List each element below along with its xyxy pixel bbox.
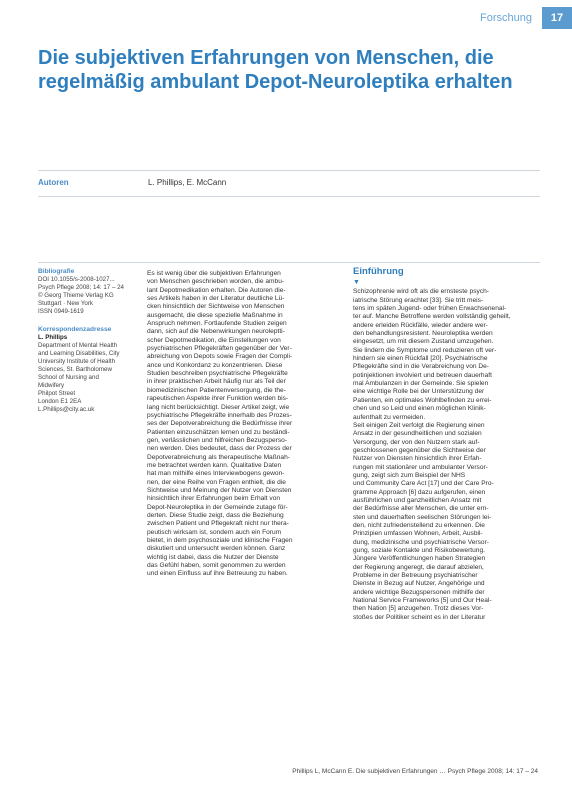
- abstract-line: das Gefühl haben, somit genommen zu werden: [147, 562, 286, 570]
- abstract-line: dann, sich auf die Nebenwirkungen neuroleptti-: [147, 328, 285, 336]
- correspondence-block: [38, 326, 134, 414]
- abstract-line: ses Artikels haben in der Literatur deutliche Lü-: [147, 295, 285, 303]
- abstract-line: ses der Depotverabreichung die Bedürfnisse ihrer: [147, 420, 293, 428]
- abstract-line: Sichtweise und Meinung der Nutzer von Diensten: [147, 486, 292, 494]
- page-footer: Phillips L, McCann E. Die subjektiven Erfahrungen … Psych Pflege 2008; 14: 17 – 24: [292, 768, 538, 775]
- introduction-line: iatrische Störung erachtet [33]. Sie tritt meis-: [353, 296, 484, 304]
- introduction-line: eine wichtige Rolle bei der Unterstützung der: [353, 388, 485, 396]
- abstract-line: ance und Konkordanz zu konzentrieren. Diese: [147, 361, 283, 369]
- abstract-line: von Menschen geschrieben worden, die ambu-: [147, 278, 285, 286]
- abstract-line: Studien beschreiben psychiatrische Pflegekräfte: [147, 370, 288, 378]
- introduction-line: stoßes der Politiker scheint es in der Literatur: [353, 613, 486, 621]
- introduction-line: sten und dauerhaften seelischen Störungen lei-: [353, 513, 492, 521]
- introduction-line: andere wichtige Bezugspersonen mithilfe der: [353, 588, 485, 596]
- abstract-line: hinsichtlich ihrer Erfahrungen beim Erhalt von: [147, 495, 281, 503]
- correspondence-name: L. Phillips: [38, 334, 68, 341]
- abstract-line: rapeutischen Aspekte ihrer Funktion werden bis-: [147, 395, 289, 403]
- abstract-line: lant Depotmedikation erhalten. Die Autoren die-: [147, 286, 286, 294]
- abstract-line: derten. Diese Studie zeigt, dass die Beziehung: [147, 511, 284, 519]
- abstract-line: Anspruch nehmen. Fortlaufende Studien zeigen: [147, 320, 287, 328]
- authors-label: Autoren: [38, 178, 69, 187]
- introduction-line: dung, medizinische und psychiatrische Versor-: [353, 538, 489, 546]
- divider-body: [38, 262, 540, 263]
- introduction-line: Schizophrenie wird oft als die ernsteste psych-: [353, 288, 489, 296]
- introduction-line: Versorgung, der von den Nutzern stark auf-: [353, 438, 480, 446]
- abstract-line: cken hinsichtlich der Sichtweise von Menschen: [147, 303, 285, 311]
- introduction-line: Dienste in Bezug auf Nutzer, Angehörige und: [353, 580, 485, 588]
- abstract-line: ausgemacht, die diese spezielle Maßnahme in: [147, 311, 283, 319]
- abstract-line: hat man mithilfe eines Interviewbogens gewon-: [147, 470, 285, 478]
- bibliography-line: ISSN 0949-1619: [38, 308, 84, 315]
- introduction-line: ausführlichen und ganzheitlichen Ansatz mit: [353, 496, 482, 504]
- introduction-line: der Regierung angeregt, die darauf abzielen,: [353, 563, 484, 571]
- introduction-line: hindern sie einen Rückfall [20]. Psychiatrische: [353, 355, 488, 363]
- introduction-line: Ansatz in der gesundheitlichen und sozialen: [353, 430, 482, 438]
- bibliography-heading: Bibliografie: [38, 268, 75, 275]
- introduction-line: den behandlungsresistent. Neuroleptika werden: [353, 330, 493, 338]
- bibliography-line: Psych Pflege 2008; 14: 17 – 24: [38, 284, 124, 291]
- introduction-line: und Community Care Act [17] und der Care Pro-: [353, 480, 494, 488]
- introduction-line: mal Ambulanzen in der Gemeinde. Sie spielen: [353, 380, 489, 388]
- introduction-line: Patienten, ein optimales Wohlbefinden zu errei-: [353, 396, 492, 404]
- correspondence-line: School of Nursing and: [38, 374, 99, 381]
- introduction-line: Pflegekräfte sind in die Verabreichung von De-: [353, 363, 489, 371]
- introduction-line: aufenthalt zu vermeiden.: [353, 413, 426, 421]
- abstract-line: bietet, in dem psychosoziale und klinische Fragen: [147, 537, 293, 544]
- abstract-line: gen, verlässlichen und hilfreichen Bezugsperso-: [147, 436, 288, 444]
- introduction-line: der Bedürfnisse aller Menschen, die unter ern-: [353, 505, 489, 513]
- correspondence-line: Midwifery: [38, 382, 65, 389]
- introduction-line: gung, zeigt sich zum Beispiel der NHS: [353, 471, 466, 479]
- introduction-line: Seit einigen Zeit verfolgt die Regierung einen: [353, 421, 485, 429]
- abstract-line: in ihrer praktischen Arbeit häufig nur als Teil der: [147, 378, 286, 386]
- introduction-line: potinjektionen involviert und betreuen dauerhaft: [353, 371, 492, 379]
- introduction-line: den, nicht zufriedenstellend zu erkennen. Die: [353, 521, 485, 529]
- authors-names: L. Phillips, E. McCann: [148, 178, 227, 187]
- abstract-line: lang nicht berücksichtigt. Dieser Artikel zeigt, wie: [147, 403, 290, 411]
- section-tag: [480, 7, 572, 29]
- correspondence-heading: Korrespondenzadresse: [38, 326, 112, 333]
- introduction-line: National Service Frameworks [5] und Our Heal-: [353, 597, 492, 605]
- abstract-line: psychiatrischen Pflegekräften gegenüber der Ver-: [147, 345, 292, 353]
- abstract-line: Depotverabreichung als therapeutische Maßnah-: [147, 453, 290, 461]
- introduction-line: gung, soziale Kontakte und Risikobewertung.: [353, 547, 485, 554]
- bibliography-lines: [38, 276, 134, 316]
- divider-top: [38, 170, 540, 171]
- abstract-line: zwischen Patient und Pflegekraft nicht nur thera-: [147, 520, 289, 528]
- bibliography-block: [38, 268, 134, 316]
- correspondence-line: Department of Mental Health: [38, 342, 118, 349]
- correspondence-line: University Institute of Health: [38, 358, 116, 365]
- abstract-line: biomedizinischen Patientenversorgung, die the-: [147, 386, 286, 394]
- abstract-line: nen werden. Dies bedeutet, dass der Prozess der: [147, 445, 292, 453]
- section-marker-icon: ▼: [353, 279, 360, 287]
- introduction-line: eingesetzt, um mit diesem Zustand umzugehen.: [353, 338, 494, 346]
- authors-row: [38, 178, 538, 187]
- introduction-line: chen und so Leid und einen möglichen Klinik-: [353, 405, 486, 413]
- abstract-line: psychiatrische Pflegekräfte innerhalb des Prozes-: [147, 411, 292, 419]
- introduction-column: [353, 268, 539, 622]
- abstract-line: me betrachtet werden kann. Qualitative Daten: [147, 461, 282, 469]
- abstract-line: scher Depotmedikation, die Einstellungen von: [147, 336, 281, 344]
- abstract-line: Patienten einzuschätzen lernen und zu beständi-: [147, 428, 290, 436]
- sidebar-meta: [38, 268, 134, 424]
- introduction-line: ter auf. Manche Betroffene werden vollständig geheilt,: [353, 313, 511, 321]
- introduction-line: tens im späten Jugend- oder frühen Erwachsenenal-: [353, 305, 507, 313]
- correspondence-lines: [38, 342, 134, 414]
- correspondence-line: Philpot Street: [38, 390, 76, 397]
- abstract-line: abreichung von Depots sowie Fragen der Compli-: [147, 353, 293, 361]
- bibliography-line: DOI 10.1055/s-2008-1027...: [38, 276, 115, 283]
- introduction-line: gramme Approach [6] dazu aufgerufen, einen: [353, 488, 486, 496]
- abstract-line: wichtig ist dabei, dass die Nutzer der Dienste: [147, 553, 279, 561]
- introduction-line: Jüngere Veröffentlichungen haben Strategien: [353, 555, 486, 563]
- introduction-line: Prinzipien umfassen Wohnen, Arbeit, Ausbil-: [353, 530, 483, 538]
- abstract-line: Es ist wenig über die subjektiven Erfahrungen: [147, 270, 281, 277]
- abstract-line: Depot-Neuroleptika in der Gemeinde zutage för-: [147, 503, 288, 511]
- introduction-line: rungen mit stationärer und ambulanter Versor-: [353, 463, 488, 471]
- abstract-column: [147, 270, 332, 579]
- correspondence-line: London E1 2EA: [38, 398, 82, 405]
- introduction-line: Nutzer von Diensten hinsichtlich ihrer Erfah-: [353, 455, 482, 463]
- section-label: Forschung: [480, 12, 532, 24]
- introduction-heading: Einführung: [353, 266, 404, 277]
- divider-authors: [38, 196, 540, 197]
- introduction-line: geschlossenen gegenüber die Sichtweise der: [353, 446, 486, 454]
- introduction-line: Sie lindern die Symptome und reduzieren oft ver-: [353, 346, 497, 354]
- introduction-line: then Nation [5] anzugehen. Trotz dieses Vor-: [353, 605, 484, 613]
- abstract-line: nen, der eine Reihe von Fragen enthielt, die die: [147, 478, 286, 486]
- introduction-line: andere erleiden Rückfälle, wieder andere wer-: [353, 321, 488, 329]
- abstract-line: diskutiert und untersucht werden können. Ganz: [147, 545, 286, 553]
- page-number: 17: [542, 7, 572, 29]
- abstract-line: und einen Einfluss auf ihre Betreuung zu haben.: [147, 570, 288, 578]
- bibliography-line: Stuttgart · New York: [38, 300, 94, 307]
- article-title: Die subjektiven Erfahrungen von Menschen, die regelmäßig ambulant Depot-Neuroleptika erhalten: [38, 47, 513, 93]
- correspondence-line: and Learning Disabilities, City: [38, 350, 120, 357]
- correspondence-line: L.Phillips@city.ac.uk: [38, 406, 95, 413]
- introduction-lines: [353, 288, 539, 622]
- correspondence-line: Sciences, St. Bartholomew: [38, 366, 112, 373]
- abstract-line: peutisch wirksam ist, sondern auch ein Forum: [147, 528, 282, 536]
- bibliography-line: © Georg Thieme Verlag KG: [38, 292, 114, 299]
- introduction-line: Probleme in der Betreuung psychiatrischer: [353, 572, 478, 580]
